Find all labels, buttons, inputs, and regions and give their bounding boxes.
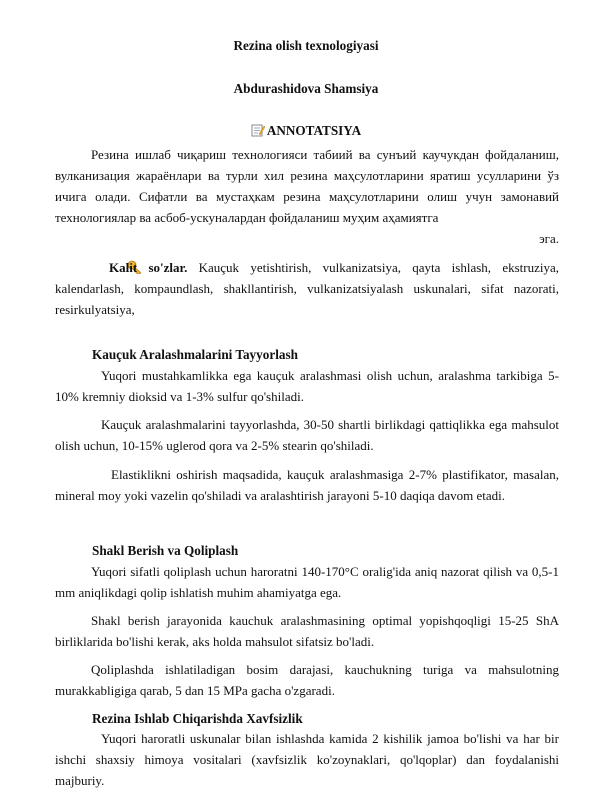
paragraph-text: Qoliplashda ishlatiladigan bosim darajasi, kauchukning turiga va mahsulotning murakkabligiga qarab, 5 dan 15 MPa gacha o'zgaradi. bbox=[55, 662, 559, 698]
section-heading: Shakl Berish va Qoliplash bbox=[92, 543, 239, 558]
keywords-paragraph bbox=[55, 257, 559, 320]
key-icon bbox=[91, 259, 107, 273]
section-paragraph bbox=[55, 610, 559, 652]
section-heading: Rezina Ishlab Chiqarishda Xavfsizlik bbox=[92, 711, 303, 726]
annotation-heading: ANNOTATSIYA bbox=[266, 123, 362, 138]
paragraph-text: Yuqori sifatli qoliplash uchun haroratni 140-170°C oralig'ida aniq nazorat qilish va 0,5-1 mm aniqlikdagi qolip ishlatish muhim ahamiyatga ega. bbox=[55, 564, 559, 600]
section-paragraph bbox=[55, 414, 559, 456]
section-heading: Kauçuk Aralashmalarini Tayyorlash bbox=[92, 347, 298, 362]
paragraph-text: Yuqori mustahkamlikka ega kauçuk aralashmasi olish uchun, aralashma tarkibiga 5-10% kremniy dioksid va 1-3% sulfur qo'shiladi. bbox=[55, 368, 559, 404]
keywords-text: Kauçuk yetishtirish, vulkanizatsiya, qayta ishlash, ekstruziya, kalendarlash, kompaundlash, shakllantirish, vulkanizatsiyalash uskunalari, sifat nazorati, resirkulyatsiya, bbox=[55, 260, 559, 317]
section-paragraph bbox=[55, 659, 559, 701]
keywords-label: Kalit so'zlar. bbox=[109, 260, 188, 275]
paragraph-text: Elastiklikni oshirish maqsadida, kauçuk aralashmasiga 2-7% plastifikator, masalan, mineral moy yoki vazelin qo'shiladi va aralashtirish jarayoni 5-10 daqiqa davom etadi. bbox=[55, 467, 559, 503]
annotation-body: Резина ишлаб чиқариш технологияси табиий ва сунъий каучукдан фойдаланиш, вулканизация жараёнлари ва турли хил резина маҳсулотларини яратиш усулларини ўз ичига олади. Сифатли ва мустаҳкам резина маҳсулотларини олиш учун замонавий технологиялар ва асбоб-ускуналардан фойдаланиш муҳим аҳамиятга bbox=[55, 147, 559, 225]
annotation-heading-row bbox=[0, 123, 612, 139]
memo-icon bbox=[251, 123, 265, 137]
section-paragraph bbox=[55, 464, 559, 506]
paragraph-text: Yuqori haroratli uskunalar bilan ishlashda kamida 2 kishilik jamoa bo'lishi va har bir ishchi shaxsiy himoya vositalari (xavfsizlik ko'zoynaklari, qo'lqoplar) dan foydalanishi majburiy. bbox=[55, 731, 559, 788]
section-paragraph bbox=[55, 728, 559, 791]
paper-title: Rezina olish texnologiyasi bbox=[233, 38, 379, 53]
paragraph-text: Shakl berish jarayonida kauchuk aralashmasining optimal yopishqoqligi 15-25 ShA birliklarida bo'lishi kerak, aks holda mahsulot sifatsiz bo'ladi. bbox=[55, 613, 559, 649]
annotation-body-end: эга. bbox=[539, 231, 559, 246]
author-name: Abdurashidova Shamsiya bbox=[233, 81, 379, 96]
section-paragraph bbox=[55, 561, 559, 603]
section-paragraph bbox=[55, 365, 559, 407]
paragraph-text: Kauçuk aralashmalarini tayyorlashda, 30-50 shartli birlikdagi qattiqlikka ega mahsulot olish uchun, 10-15% uglerod qora va 2-5% stearin qo'shiladi. bbox=[55, 417, 559, 453]
